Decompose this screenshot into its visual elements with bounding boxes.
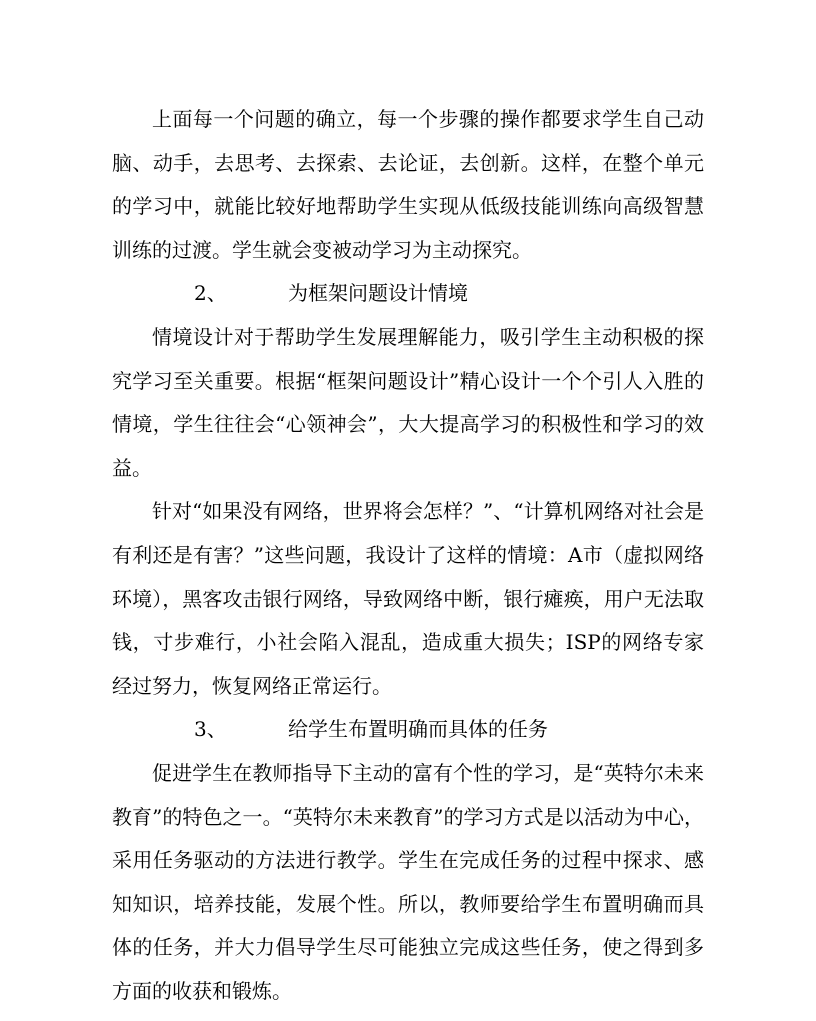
section-heading-3 (112, 708, 704, 752)
section-title-2: 为框架问题设计情境 (288, 281, 468, 306)
body-paragraph-3: 针对“如果没有网络，世界将会怎样？”、“计算机网络对社会是有利还是有害？”这些问题，我设计了这样的情境：A市（虚拟网络环境），黑客攻击银行网络，导致网络中断，银行瘫痪，用户无法取钱，寸步难行，小社会陷入混乱，造成重大损失；ISP的网络专家经过努力，恢复网络正常运行。 (112, 499, 704, 698)
body-paragraph-2: 情境设计对于帮助学生发展理解能力，吸引学生主动积极的探究学习至关重要。根据“框架问题设计”精心设计一个个引人入胜的情境，学生往往会“心领神会”，大大提高学习的积极性和学习的效益。 (112, 324, 704, 480)
body-paragraph-1: 上面每一个问题的确立，每一个步骤的操作都要求学生自己动脑、动手，去思考、去探索、去论证，去创新。这样，在整个单元的学习中，就能比较好地帮助学生实现从低级技能训练向高级智慧训练的过渡。学生就会变被动学习为主动探究。 (112, 107, 704, 262)
section-number-3: 3、 (194, 717, 227, 742)
section-title-3: 给学生布置明确而具体的任务 (288, 717, 548, 742)
document-body (112, 98, 704, 1013)
body-paragraph-4: 促进学生在教师指导下主动的富有个性的学习，是“英特尔未来教育”的特色之一。“英特尔未来教育”的学习方式是以活动为中心，采用任务驱动的方法进行教学。学生在完成任务的过程中探求、感知知识，培养技能，发展个性。所以，教师要给学生布置明确而具体的任务，并大力倡导学生尽可能独立完成这些任务，使之得到多方面的收获和锻炼。 (112, 760, 704, 1003)
section-number-2: 2、 (194, 281, 227, 306)
section-heading-2 (112, 272, 704, 316)
